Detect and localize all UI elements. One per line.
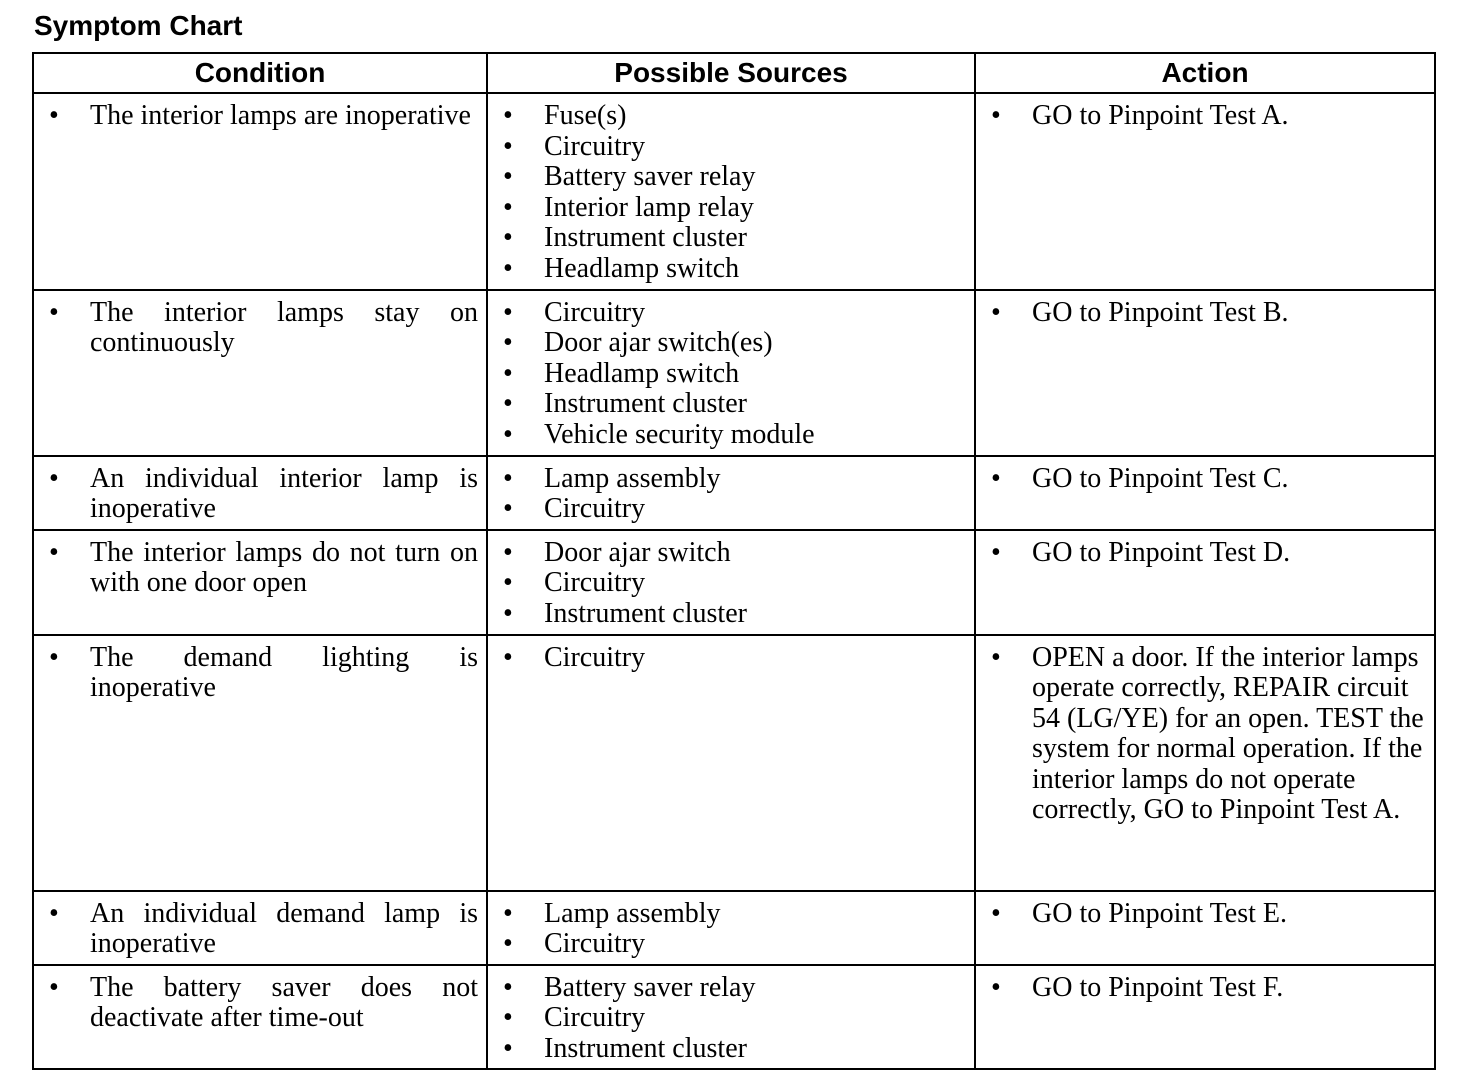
- condition-text: • The demand lighting is inoperative: [34, 643, 478, 704]
- condition-cell: [33, 290, 487, 456]
- source-item: • Headlamp switch: [488, 254, 966, 285]
- action-text: • GO to Pinpoint Test C.: [976, 464, 1426, 495]
- condition-text: • An individual interior lamp is inoperative: [34, 464, 478, 525]
- action-text: • GO to Pinpoint Test B.: [976, 298, 1426, 329]
- column-header-possible-sources: Possible Sources: [487, 53, 975, 93]
- action-cell: [975, 965, 1435, 1070]
- sources-cell: [487, 290, 975, 456]
- table-row: [33, 891, 1435, 965]
- source-item: • Circuitry: [488, 1003, 966, 1034]
- source-item: • Circuitry: [488, 929, 966, 960]
- page-title: Symptom Chart: [34, 10, 243, 41]
- sources-cell: [487, 530, 975, 635]
- action-cell: [975, 635, 1435, 891]
- source-item: • Battery saver relay: [488, 973, 966, 1004]
- source-item: • Instrument cluster: [488, 223, 966, 254]
- table-row: [33, 635, 1435, 891]
- table-row: [33, 93, 1435, 290]
- source-item: • Instrument cluster: [488, 389, 966, 420]
- source-item: • Vehicle security module: [488, 420, 966, 451]
- action-text: • GO to Pinpoint Test F.: [976, 973, 1426, 1004]
- table-row: [33, 530, 1435, 635]
- action-text: • GO to Pinpoint Test D.: [976, 538, 1426, 569]
- sources-cell: [487, 456, 975, 530]
- action-cell: [975, 290, 1435, 456]
- source-item: • Instrument cluster: [488, 1034, 966, 1065]
- source-item: • Circuitry: [488, 568, 966, 599]
- condition-cell: [33, 635, 487, 891]
- condition-cell: [33, 891, 487, 965]
- action-text: • GO to Pinpoint Test E.: [976, 899, 1426, 930]
- source-item: • Instrument cluster: [488, 599, 966, 630]
- sources-cell: [487, 965, 975, 1070]
- condition-cell: [33, 530, 487, 635]
- condition-text: • The interior lamps are inoperative: [34, 101, 478, 132]
- table-header-row: [33, 53, 1435, 93]
- symptom-chart-table: [32, 52, 1436, 1070]
- sources-cell: [487, 635, 975, 891]
- source-item: • Door ajar switch: [488, 538, 966, 569]
- action-cell: [975, 891, 1435, 965]
- table-row: [33, 290, 1435, 456]
- column-header-action: Action: [975, 53, 1435, 93]
- source-item: • Circuitry: [488, 298, 966, 329]
- source-item: • Fuse(s): [488, 101, 966, 132]
- condition-cell: [33, 456, 487, 530]
- sources-cell: [487, 93, 975, 290]
- condition-text: • An individual demand lamp is inoperative: [34, 899, 478, 960]
- source-item: • Headlamp switch: [488, 359, 966, 390]
- action-text: • GO to Pinpoint Test A.: [976, 101, 1426, 132]
- source-item: • Circuitry: [488, 494, 966, 525]
- sources-cell: [487, 891, 975, 965]
- condition-cell: [33, 93, 487, 290]
- source-item: • Door ajar switch(es): [488, 328, 966, 359]
- action-cell: [975, 456, 1435, 530]
- source-item: • Interior lamp relay: [488, 193, 966, 224]
- source-item: • Circuitry: [488, 132, 966, 163]
- condition-text: • The interior lamps stay on continuously: [34, 298, 478, 359]
- action-cell: [975, 530, 1435, 635]
- condition-cell: [33, 965, 487, 1070]
- source-item: • Circuitry: [488, 643, 966, 674]
- column-header-condition: Condition: [33, 53, 487, 93]
- table-row: [33, 965, 1435, 1070]
- table-row: [33, 456, 1435, 530]
- condition-text: • The interior lamps do not turn on with one door open: [34, 538, 478, 599]
- source-item: • Battery saver relay: [488, 162, 966, 193]
- source-item: • Lamp assembly: [488, 464, 966, 495]
- action-cell: [975, 93, 1435, 290]
- action-text: • OPEN a door. If the interior lamps operate correctly, REPAIR circuit 54 (LG/YE) for an open. TEST the system for normal operation. If the interior lamps do not operate correctly, GO to Pinpoint Test A.: [976, 643, 1426, 827]
- source-item: • Lamp assembly: [488, 899, 966, 930]
- condition-text: • The battery saver does not deactivate after time-out: [34, 973, 478, 1034]
